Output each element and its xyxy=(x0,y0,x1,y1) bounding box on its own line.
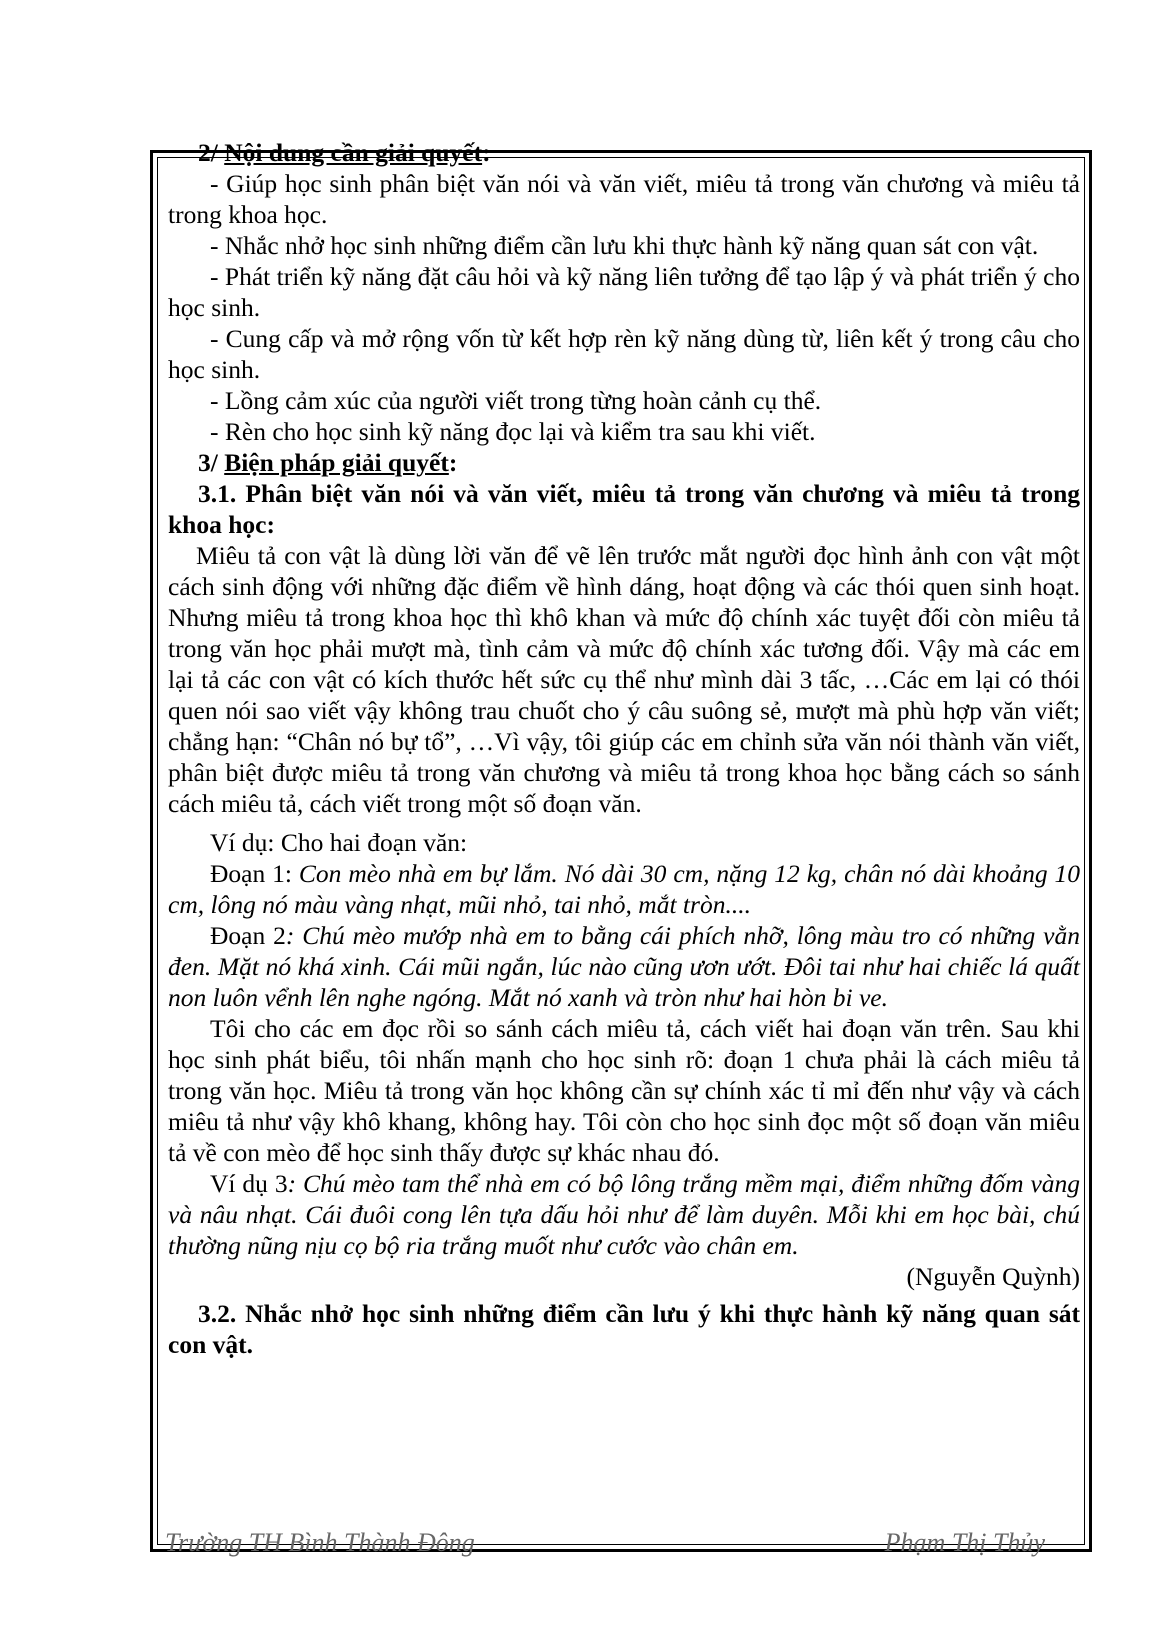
passage-2-text: : Chú mèo mướp nhà em to bằng cái phích nhỡ, lông màu tro có những vằn đen. Mặt nó khá xinh. Cái mũi ngắn, lúc nào cũng ươn ướt. Đôi tai như hai chiếc lá quất non luôn vểnh lên nghe ngóng. Mắt nó xanh và tròn như hai hòn bi ve. xyxy=(168,921,1080,1012)
section-2-item: - Nhắc nhở học sinh những điểm cần lưu khi thực hành kỹ năng quan sát con vật. xyxy=(210,231,1039,260)
example-3 xyxy=(168,1168,1080,1261)
section-2-item: - Cung cấp và mở rộng vốn từ kết hợp rèn kỹ năng dùng từ, liên kết ý trong câu cho học sinh. xyxy=(168,324,1080,384)
footer-school: Trường TH Bình Thành Đông xyxy=(165,1528,475,1557)
footer-author: Phạm Thị Thủy xyxy=(884,1528,1045,1557)
passage-1-text: Con mèo nhà em bự lắm. Nó dài 30 cm, nặng 12 kg, chân nó dài khoảng 10 cm, lông nó màu vàng nhạt, mũi nhỏ, tai nhỏ, mắt tròn.... xyxy=(168,859,1080,919)
section-2-heading: 2/ Nội dung cần giải quyết: xyxy=(198,138,491,167)
subsection-3-1-heading: 3.1. Phân biệt văn nói và văn viết, miêu tả trong văn chương và miêu tả trong khoa học: xyxy=(168,479,1080,539)
page-footer xyxy=(165,1528,1045,1558)
section-2-item: - Phát triển kỹ năng đặt câu hỏi và kỹ năng liên tưởng để tạo lập ý và phát triển ý cho học sinh. xyxy=(168,262,1080,322)
subsection-3-1-paragraph: Miêu tả con vật là dùng lời văn để vẽ lên trước mắt người đọc hình ảnh con vật một cách sinh động với những đặc điểm về hình dáng, hoạt động và các thói quen sinh hoạt. Nhưng miêu tả trong khoa học thì khô khan và mức độ chính xác tuyệt đối còn miêu tả trong văn học phải mượt mà, tình cảm và mức độ chính xác tương đối. Vậy mà các em lại tả các con vật có kích thước hết sức cụ thể như mình dài 3 tấc, …Các em lại có thói quen nói sao viết vậy không trau chuốt cho ý câu suông sẻ, mượt mà phù hợp văn viết; chẳng hạn: “Chân nó bự tổ”, …Vì vậy, tôi giúp các em chỉnh sửa văn nói thành văn viết, phân biệt được miêu tả trong văn chương và miêu tả trong khoa học bằng cách so sánh cách miêu tả, cách viết trong một số đoạn văn. xyxy=(168,541,1080,818)
example-passage-1 xyxy=(168,858,1080,920)
comparison-paragraph: Tôi cho các em đọc rồi so sánh cách miêu tả, cách viết hai đoạn văn trên. Sau khi học sinh phát biểu, tôi nhấn mạnh cho học sinh rõ: đoạn 1 chưa phải là cách miêu tả trong văn học. Miêu tả trong văn học không cần sự chính xác tỉ mỉ đến như vậy và cách miêu tả như vậy khô khang, không hay. Tôi còn cho học sinh đọc một số đoạn văn miêu tả về con mèo để học sinh thấy được sự khác nhau đó. xyxy=(168,1014,1080,1167)
example-passage-2 xyxy=(168,920,1080,1013)
passage-2-label: Đoạn 2 xyxy=(210,921,286,950)
subsection-3-2-heading: 3.2. Nhắc nhở học sinh những điểm cần lưu ý khi thực hành kỹ năng quan sát con vật. xyxy=(168,1299,1080,1359)
passage-1-label: Đoạn 1: xyxy=(210,859,299,888)
section-3-heading: 3/ Biện pháp giải quyết: xyxy=(198,448,458,477)
section-2-title: Nội dung cần giải quyết xyxy=(224,138,483,167)
example-3-text: : Chú mèo tam thể nhà em có bộ lông trắng mềm mại, điểm những đốm vàng và nâu nhạt. Cái đuôi cong lên tựa dấu hỏi như để làm duyên. Mỗi khi em học bài, chú thường nũng nịu cọ bộ ria trắng muốt như cước vào chân em. xyxy=(168,1169,1081,1260)
section-3-title: Biện pháp giải quyết xyxy=(224,448,449,477)
example-3-label: Ví dụ 3 xyxy=(210,1169,288,1198)
section-2-item: - Rèn cho học sinh kỹ năng đọc lại và kiểm tra sau khi viết. xyxy=(210,417,816,446)
section-2-item: - Lồng cảm xúc của người viết trong từng hoàn cảnh cụ thể. xyxy=(210,386,822,415)
example-intro: Ví dụ: Cho hai đoạn văn: xyxy=(210,828,468,857)
section-2-item: - Giúp học sinh phân biệt văn nói và văn viết, miêu tả trong văn chương và miêu tả trong khoa học. xyxy=(168,169,1080,229)
document-body xyxy=(168,137,1080,1360)
example-3-author: (Nguyễn Quỳnh) xyxy=(906,1262,1080,1291)
